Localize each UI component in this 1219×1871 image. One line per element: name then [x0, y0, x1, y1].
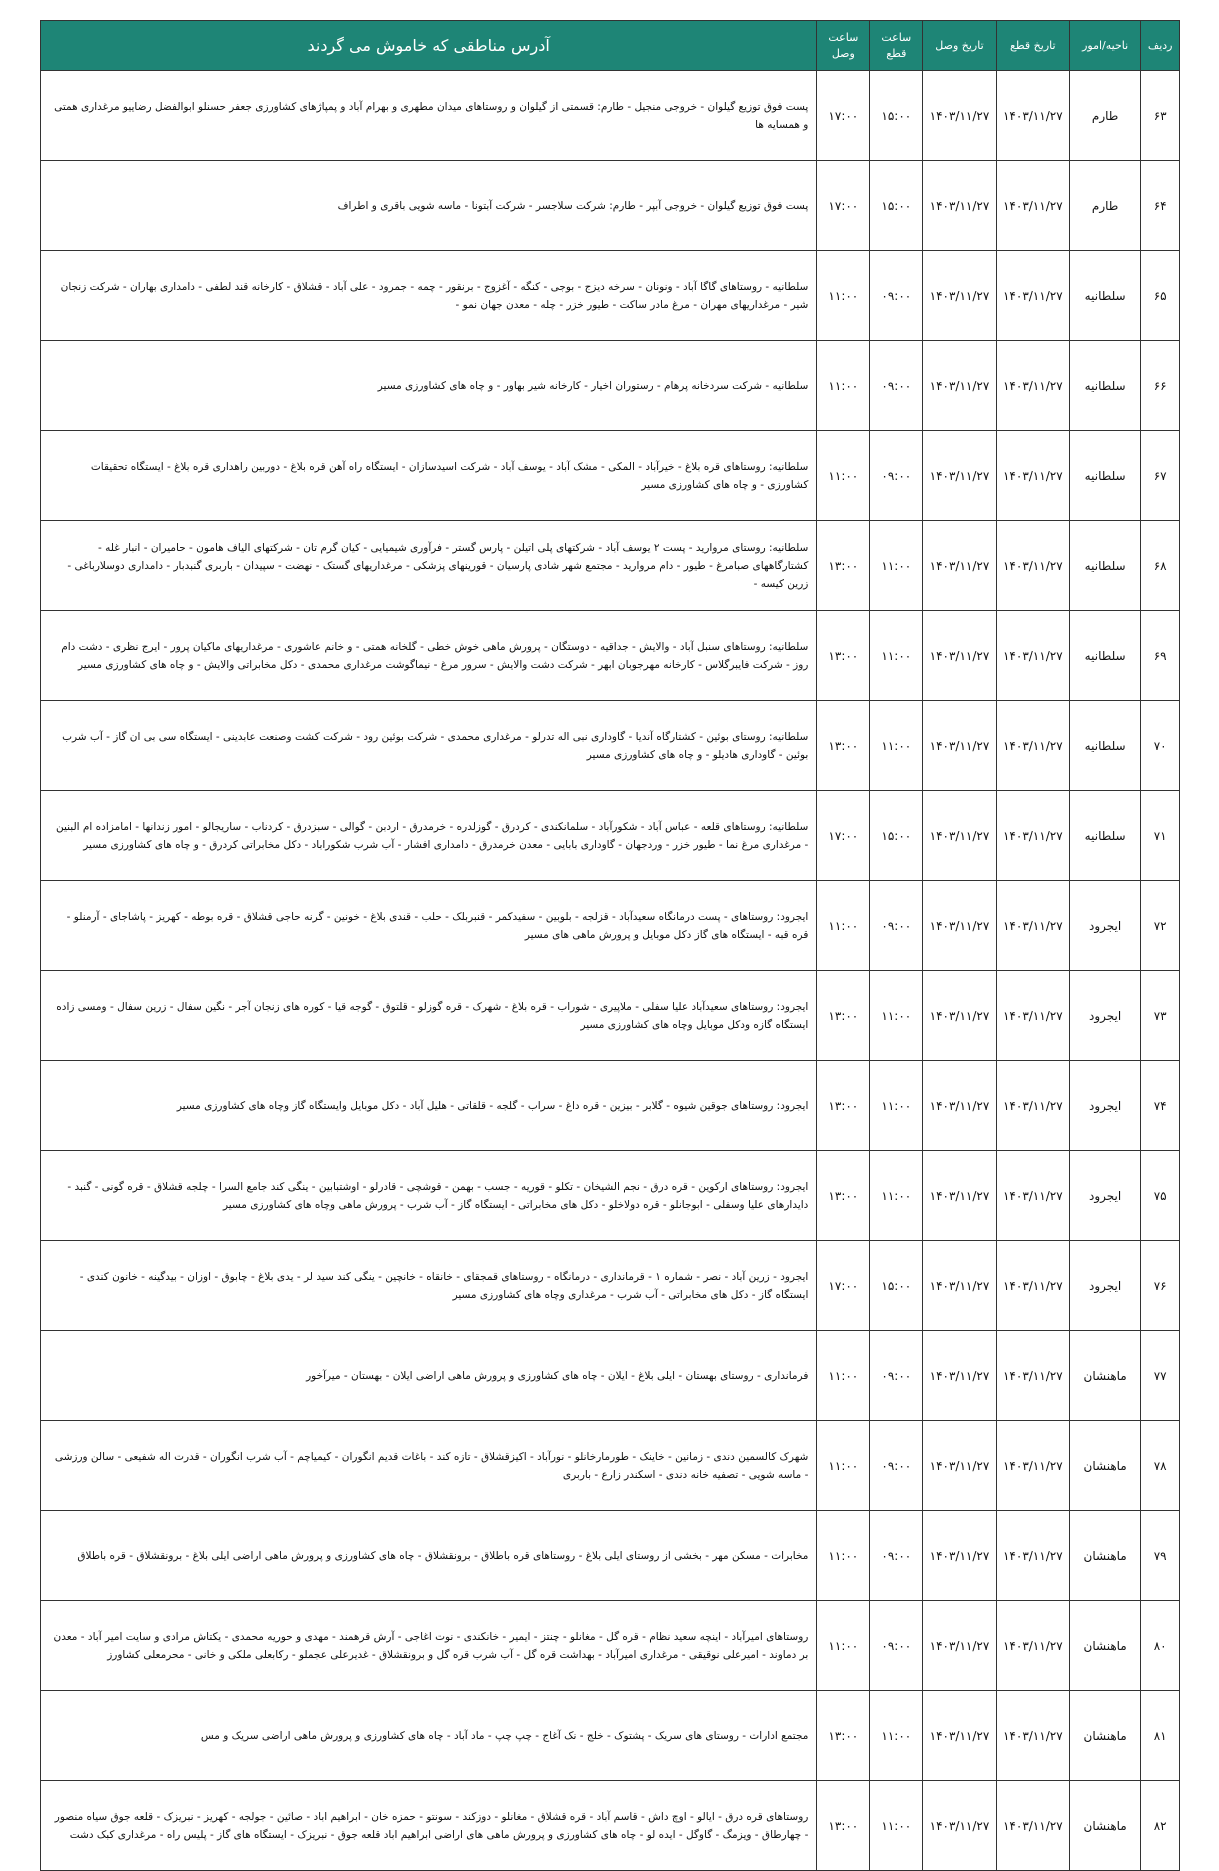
table-row: [41, 1241, 1180, 1331]
cell-connect-time: ۱۱:۰۰: [817, 881, 870, 971]
table-row: [41, 1781, 1180, 1871]
cell-cut-time: ۱۵:۰۰: [870, 1241, 923, 1331]
cell-cut-time: ۰۹:۰۰: [870, 251, 923, 341]
table-row: [41, 341, 1180, 431]
cell-cut-time: ۰۹:۰۰: [870, 431, 923, 521]
cell-address: سلطانیه: روستای مروارید - پست ۲ یوسف آباد - شرکتهای پلی اتیلن - پارس گستر - فرآوری شیمیایی - کیان گرم تان - شرکتهای الیاف هامون - حامیران - انبار غله - کشتارگاههای صبامرغ - طیور - دام مروارید - مجتمع شهر شادی پارسیان - قورینهای پزشکی - مرغداریهای گستک - نهضت - سپیدان - باربری گنبدبار - دامداری دوسلارباغی - زرین کیسه -: [41, 521, 817, 611]
cell-address: پست فوق توزیع گیلوان - خروجی آبپر - طارم: شرکت سلاجسر - شرکت آبتونا - ماسه شویی باقری و اطراف: [41, 161, 817, 251]
cell-area: ماهنشان: [1069, 1601, 1140, 1691]
cell-area: ایجرود: [1069, 1151, 1140, 1241]
cell-connect-date: ۱۴۰۳/۱۱/۲۷: [923, 1241, 996, 1331]
cell-cut-date: ۱۴۰۳/۱۱/۲۷: [996, 1511, 1069, 1601]
table-row: [41, 1061, 1180, 1151]
cell-connect-time: ۱۳:۰۰: [817, 611, 870, 701]
table-body: [41, 71, 1180, 1871]
cell-connect-time: ۱۱:۰۰: [817, 1511, 870, 1601]
cell-connect-time: ۱۳:۰۰: [817, 1691, 870, 1781]
cell-connect-time: ۱۷:۰۰: [817, 791, 870, 881]
cell-connect-time: ۱۳:۰۰: [817, 971, 870, 1061]
cell-connect-time: ۱۳:۰۰: [817, 1781, 870, 1871]
cell-connect-date: ۱۴۰۳/۱۱/۲۷: [923, 1061, 996, 1151]
cell-connect-date: ۱۴۰۳/۱۱/۲۷: [923, 1601, 996, 1691]
cell-address: فرمانداری - روستای بهستان - ایلی بلاغ - ایلان - چاه های کشاورزی و پرورش ماهی اراضی ایلان - بهستان - میرآخور: [41, 1331, 817, 1421]
cell-area: ماهنشان: [1069, 1691, 1140, 1781]
cell-area: سلطانیه: [1069, 521, 1140, 611]
cell-row-number: ۷۰: [1141, 701, 1180, 791]
cell-row-number: ۶۶: [1141, 341, 1180, 431]
cell-row-number: ۷۸: [1141, 1421, 1180, 1511]
cell-cut-date: ۱۴۰۳/۱۱/۲۷: [996, 971, 1069, 1061]
table-row: [41, 881, 1180, 971]
cell-cut-date: ۱۴۰۳/۱۱/۲۷: [996, 1331, 1069, 1421]
cell-cut-date: ۱۴۰۳/۱۱/۲۷: [996, 521, 1069, 611]
cell-connect-date: ۱۴۰۳/۱۱/۲۷: [923, 1511, 996, 1601]
cell-connect-date: ۱۴۰۳/۱۱/۲۷: [923, 1331, 996, 1421]
cell-connect-date: ۱۴۰۳/۱۱/۲۷: [923, 611, 996, 701]
cell-cut-time: ۱۱:۰۰: [870, 611, 923, 701]
cell-address: پست فوق توزیع گیلوان - خروجی منجیل - طارم: قسمتی از گیلوان و روستاهای میدان مطهری و بهرام آباد و پمپاژهای کشاورزی جعفر حسنلو ابوالفضل رضاییو مرغداری همتی و همسایه ها: [41, 71, 817, 161]
table-row: [41, 521, 1180, 611]
cell-connect-time: ۱۳:۰۰: [817, 1061, 870, 1151]
cell-connect-date: ۱۴۰۳/۱۱/۲۷: [923, 971, 996, 1061]
cell-address: سلطانیه: روستاهای قلعه - عباس آباد - شکورآباد - سلمانکندی - کردرق - گوزلدره - خرمدرق - اردبن - گوالی - سبزدرق - کردناب - ساریجالو - امور زندانها - امامزاده ام البنین - مرغداری مرغ نما - طیور خزر - وردجهان - گاوداری بابایی - معدن خرمدرق - دامداری افشار - آب شرب شکوراباد - دکل مخابراتی کردرق - و چاه های کشاورزی مسیر: [41, 791, 817, 881]
table-row: [41, 1421, 1180, 1511]
cell-address: مجتمع ادارات - روستای های سریک - پشتوک - خلج - نک آغاج - چپ چپ - ماد آباد - چاه های کشاورزی و پرورش ماهی اراضی سریک و مس: [41, 1691, 817, 1781]
outage-table: [40, 20, 1180, 1871]
cell-connect-time: ۱۱:۰۰: [817, 1601, 870, 1691]
cell-address: سلطانیه: روستاهای قره بلاغ - خیرآباد - المکی - مشک آباد - یوسف آباد - شرکت اسیدسازان - ایستگاه راه آهن قره بلاغ - دوربین راهداری قره بلاغ - ایستگاه تحقیقات کشاورزی - و چاه های کشاورزی مسیر: [41, 431, 817, 521]
header-area: ناحیه/امور: [1069, 21, 1140, 71]
table-row: [41, 1511, 1180, 1601]
cell-cut-time: ۱۱:۰۰: [870, 1781, 923, 1871]
cell-connect-time: ۱۳:۰۰: [817, 1151, 870, 1241]
cell-row-number: ۷۱: [1141, 791, 1180, 881]
cell-connect-date: ۱۴۰۳/۱۱/۲۷: [923, 1151, 996, 1241]
cell-address: روستاهای امیرآباد - اینچه سعید نظام - قره گل - مغانلو - چنتز - ایمیر - خانکندی - نوت اغاجی - آرش قرهمند - مهدی و حوریه محمدی - یکتاش مرادی و سایت امیر آباد - معدن بر دماوند - امیرعلی نوقیقی - مرغداری امیرآباد - بهداشت قره گل - آب شرب قره گل و برونقشلاق - غدیرعلی عجملو - رکابعلی ملکی و خانی - محرمعلی کشاورز: [41, 1601, 817, 1691]
cell-connect-time: ۱۳:۰۰: [817, 701, 870, 791]
table-row: [41, 791, 1180, 881]
cell-cut-date: ۱۴۰۳/۱۱/۲۷: [996, 1691, 1069, 1781]
cell-cut-date: ۱۴۰۳/۱۱/۲۷: [996, 701, 1069, 791]
header-cut-date: تاریخ قطع: [996, 21, 1069, 71]
cell-row-number: ۷۳: [1141, 971, 1180, 1061]
cell-cut-time: ۱۱:۰۰: [870, 701, 923, 791]
cell-area: سلطانیه: [1069, 611, 1140, 701]
cell-cut-date: ۱۴۰۳/۱۱/۲۷: [996, 791, 1069, 881]
cell-address: سلطانیه: روستاهای سنبل آباد - والایش - جداقیه - دوستگان - پرورش ماهی خوش خطی - گلخانه همتی - و خانم عاشوری - مرغداریهای ماکیان پرور - ایرج نظری - دشت دام روز - شرکت فایبرگلاس - کارخانه مهرجوبان ابهر - شرکت دشت والایش - سرور مرغ - نیماگوشت مرغداری محمدی - دکل مخابراتی والایش - و چاه های کشاورزی مسیر: [41, 611, 817, 701]
cell-area: سلطانیه: [1069, 791, 1140, 881]
cell-address: سلطانیه - روستاهای گاگا آباد - ونونان - سرخه دیزج - بوجی - کنگه - آغزوج - برنقور - چمه - جمرود - علی آباد - قشلاق - کارخانه قند لطفی - دامداری بهاران - شرکت زنجان شیر - مرغداریهای مهران - مرغ مادر ساکت - طیور خزر - چله - معدن جهان نمو -: [41, 251, 817, 341]
cell-row-number: ۷۷: [1141, 1331, 1180, 1421]
header-connect-time: ساعت وصل: [817, 21, 870, 71]
table-header: [41, 21, 1180, 71]
cell-area: طارم: [1069, 71, 1140, 161]
cell-row-number: ۶۳: [1141, 71, 1180, 161]
cell-cut-date: ۱۴۰۳/۱۱/۲۷: [996, 251, 1069, 341]
table-row: [41, 1151, 1180, 1241]
table-row: [41, 611, 1180, 701]
cell-row-number: ۷۹: [1141, 1511, 1180, 1601]
cell-connect-date: ۱۴۰۳/۱۱/۲۷: [923, 251, 996, 341]
table-row: [41, 971, 1180, 1061]
table-row: [41, 1601, 1180, 1691]
cell-address: ایجرود: روستاهای سعیدآباد علیا سفلی - ملاپیری - شوراب - قره بلاغ - شهرک - قره گوزلو - قلتوق - گوجه قیا - کوره های زنجان آجر - نگین سفال - زرین سفال - ومسی زاده ایستگاه گازه ودکل موبایل وچاه های کشاورزی مسیر: [41, 971, 817, 1061]
cell-area: سلطانیه: [1069, 341, 1140, 431]
cell-cut-date: ۱۴۰۳/۱۱/۲۷: [996, 1241, 1069, 1331]
header-address: آدرس مناطقی که خاموش می گردند: [41, 21, 817, 71]
cell-row-number: ۶۷: [1141, 431, 1180, 521]
table-row: [41, 251, 1180, 341]
cell-address: ایجرود: روستاهای ارکوین - قره درق - نجم الشیخان - تکلو - قوریه - جسب - بهمن - قوشچی - قادرلو - اوشتبابین - ینگی کند جامع السرا - چلجه قشلاق - قره گونی - گنبد - دایدارهای علیا وسفلی - ابوجانلو - قره دولاخلو - دکل های مخابراتی - ایستگاه گاز - آب شرب - پرورش ماهی وچاه های کشاورزی مسیر: [41, 1151, 817, 1241]
cell-connect-time: ۱۷:۰۰: [817, 1241, 870, 1331]
cell-cut-date: ۱۴۰۳/۱۱/۲۷: [996, 881, 1069, 971]
cell-area: ایجرود: [1069, 971, 1140, 1061]
cell-area: ماهنشان: [1069, 1781, 1140, 1871]
cell-area: ایجرود: [1069, 1241, 1140, 1331]
cell-cut-time: ۰۹:۰۰: [870, 1421, 923, 1511]
cell-address: روستاهای قره درق - ایالو - اوچ داش - قاسم آباد - قره قشلاق - مغانلو - دوزکند - سونتو - حمزه خان - ابراهیم اباد - صائین - جولجه - کهریز - نبریزک - قلعه جوق سیاه منصور - چهارطاق - ویزمگ - گاوگل - ایده لو - چاه های کشاورزی و پرورش ماهی های اراضی ابراهیم اباد قلعه جوق - نبریزک - ایستگاه های گاز - پلیس راه - مرغداری کبک دشت: [41, 1781, 817, 1871]
cell-area: سلطانیه: [1069, 431, 1140, 521]
cell-connect-date: ۱۴۰۳/۱۱/۲۷: [923, 1421, 996, 1511]
cell-address: ایجرود: روستاهای - پست درمانگاه سعیدآباد - قزلجه - بلوبین - سفیدکمر - قنبربلک - حلب - قندی بلاغ - خونین - گرنه حاجی قشلاق - قره بوطه - کهریز - پاشاجای - آرمنلو - قره قبه - ایستگاه های گاز دکل موبایل و پرورش ماهی های مسیر: [41, 881, 817, 971]
cell-connect-date: ۱۴۰۳/۱۱/۲۷: [923, 1691, 996, 1781]
cell-row-number: ۸۱: [1141, 1691, 1180, 1781]
cell-connect-date: ۱۴۰۳/۱۱/۲۷: [923, 341, 996, 431]
cell-address: شهرک کالسمین دندی - زمانین - خاینک - طورمارخانلو - نورآباد - اکیزقشلاق - تازه کند - باغات قدیم انگوران - کیمیاچم - آب شرب انگوران - قدرت اله شفیعی - سالن ورزشی - ماسه شویی - تصفیه خانه دندی - اسکندر زارع - باربری: [41, 1421, 817, 1511]
cell-connect-time: ۱۱:۰۰: [817, 251, 870, 341]
table-row: [41, 71, 1180, 161]
cell-cut-date: ۱۴۰۳/۱۱/۲۷: [996, 341, 1069, 431]
cell-cut-date: ۱۴۰۳/۱۱/۲۷: [996, 1421, 1069, 1511]
cell-area: ماهنشان: [1069, 1331, 1140, 1421]
cell-cut-time: ۰۹:۰۰: [870, 1601, 923, 1691]
cell-connect-date: ۱۴۰۳/۱۱/۲۷: [923, 881, 996, 971]
cell-cut-time: ۱۱:۰۰: [870, 971, 923, 1061]
cell-area: ایجرود: [1069, 881, 1140, 971]
cell-row-number: ۸۲: [1141, 1781, 1180, 1871]
cell-cut-date: ۱۴۰۳/۱۱/۲۷: [996, 1601, 1069, 1691]
table-row: [41, 161, 1180, 251]
cell-cut-time: ۱۱:۰۰: [870, 1691, 923, 1781]
table-row: [41, 1691, 1180, 1781]
cell-cut-date: ۱۴۰۳/۱۱/۲۷: [996, 1151, 1069, 1241]
cell-cut-time: ۱۵:۰۰: [870, 791, 923, 881]
outage-schedule-page: [40, 20, 1180, 1871]
cell-connect-date: ۱۴۰۳/۱۱/۲۷: [923, 701, 996, 791]
table-row: [41, 701, 1180, 791]
cell-area: سلطانیه: [1069, 251, 1140, 341]
cell-cut-time: ۰۹:۰۰: [870, 1331, 923, 1421]
cell-row-number: ۶۸: [1141, 521, 1180, 611]
table-row: [41, 431, 1180, 521]
header-cut-time: ساعت قطع: [870, 21, 923, 71]
cell-cut-time: ۱۵:۰۰: [870, 71, 923, 161]
cell-area: سلطانیه: [1069, 701, 1140, 791]
cell-connect-time: ۱۳:۰۰: [817, 521, 870, 611]
cell-cut-time: ۱۱:۰۰: [870, 1061, 923, 1151]
cell-cut-time: ۰۹:۰۰: [870, 881, 923, 971]
cell-address: سلطانیه: روستای بوئین - کشتارگاه آندیا - گاوداری نبی اله تدرلو - مرغداری محمدی - شرکت بوئین رود - شرکت کشت وصنعت عابدینی - ایستگاه سی بی ان گاز - آب شرب بوئین - گاوداری هادیلو - و چاه های کشاورزی مسیر: [41, 701, 817, 791]
header-connect-date: تاریخ وصل: [923, 21, 996, 71]
cell-row-number: ۷۴: [1141, 1061, 1180, 1151]
cell-connect-date: ۱۴۰۳/۱۱/۲۷: [923, 791, 996, 881]
cell-area: ایجرود: [1069, 1061, 1140, 1151]
cell-connect-date: ۱۴۰۳/۱۱/۲۷: [923, 431, 996, 521]
cell-cut-date: ۱۴۰۳/۱۱/۲۷: [996, 431, 1069, 521]
cell-cut-time: ۱۱:۰۰: [870, 1151, 923, 1241]
cell-address: سلطانیه - شرکت سردخانه پرهام - رستوران اخیار - کارخانه شیر بهاور - و چاه های کشاورزی مسیر: [41, 341, 817, 431]
cell-row-number: ۶۹: [1141, 611, 1180, 701]
cell-area: طارم: [1069, 161, 1140, 251]
header-row-number: ردیف: [1141, 21, 1180, 71]
cell-cut-date: ۱۴۰۳/۱۱/۲۷: [996, 161, 1069, 251]
cell-connect-date: ۱۴۰۳/۱۱/۲۷: [923, 1781, 996, 1871]
cell-connect-time: ۱۷:۰۰: [817, 161, 870, 251]
cell-row-number: ۷۵: [1141, 1151, 1180, 1241]
cell-area: ماهنشان: [1069, 1511, 1140, 1601]
cell-cut-date: ۱۴۰۳/۱۱/۲۷: [996, 71, 1069, 161]
cell-cut-date: ۱۴۰۳/۱۱/۲۷: [996, 611, 1069, 701]
cell-row-number: ۷۲: [1141, 881, 1180, 971]
cell-connect-time: ۱۱:۰۰: [817, 1331, 870, 1421]
cell-cut-time: ۰۹:۰۰: [870, 341, 923, 431]
table-row: [41, 1331, 1180, 1421]
cell-connect-date: ۱۴۰۳/۱۱/۲۷: [923, 521, 996, 611]
cell-row-number: ۷۶: [1141, 1241, 1180, 1331]
cell-connect-time: ۱۱:۰۰: [817, 431, 870, 521]
cell-row-number: ۸۰: [1141, 1601, 1180, 1691]
cell-cut-time: ۱۵:۰۰: [870, 161, 923, 251]
cell-connect-time: ۱۷:۰۰: [817, 71, 870, 161]
cell-connect-date: ۱۴۰۳/۱۱/۲۷: [923, 161, 996, 251]
cell-row-number: ۶۵: [1141, 251, 1180, 341]
cell-cut-date: ۱۴۰۳/۱۱/۲۷: [996, 1781, 1069, 1871]
cell-cut-time: ۰۹:۰۰: [870, 1511, 923, 1601]
cell-connect-date: ۱۴۰۳/۱۱/۲۷: [923, 71, 996, 161]
cell-row-number: ۶۴: [1141, 161, 1180, 251]
cell-area: ماهنشان: [1069, 1421, 1140, 1511]
cell-address: ایجرود: روستاهای جوقین شیوه - گلابر - بیزین - قره داغ - سراب - گلجه - قلقاتی - هلیل آباد - دکل موبایل وایستگاه گاز وچاه های کشاورزی مسیر: [41, 1061, 817, 1151]
cell-connect-time: ۱۱:۰۰: [817, 1421, 870, 1511]
cell-connect-time: ۱۱:۰۰: [817, 341, 870, 431]
cell-address: ایجرود - زرین آباد - نصر - شماره ۱ - قرمانداری - درمانگاه - روستاهای قمجقای - خانقاه - خانچین - ینگی کند سید لر - یدی بلاغ - چابوق - اوزان - بیدگینه - خانون کندی - ایستگاه گاز - دکل های مخابراتی - آب شرب - مرغداری وچاه های کشاورزی مسیر: [41, 1241, 817, 1331]
cell-address: مخابرات - مسکن مهر - بخشی از روستای ایلی بلاغ - روستاهای قره باطلاق - برونقشلاق - چاه های کشاورزی و پرورش ماهی اراضی ایلی بلاغ - برونقشلاق - قره باطلاق: [41, 1511, 817, 1601]
cell-cut-date: ۱۴۰۳/۱۱/۲۷: [996, 1061, 1069, 1151]
cell-cut-time: ۱۱:۰۰: [870, 521, 923, 611]
